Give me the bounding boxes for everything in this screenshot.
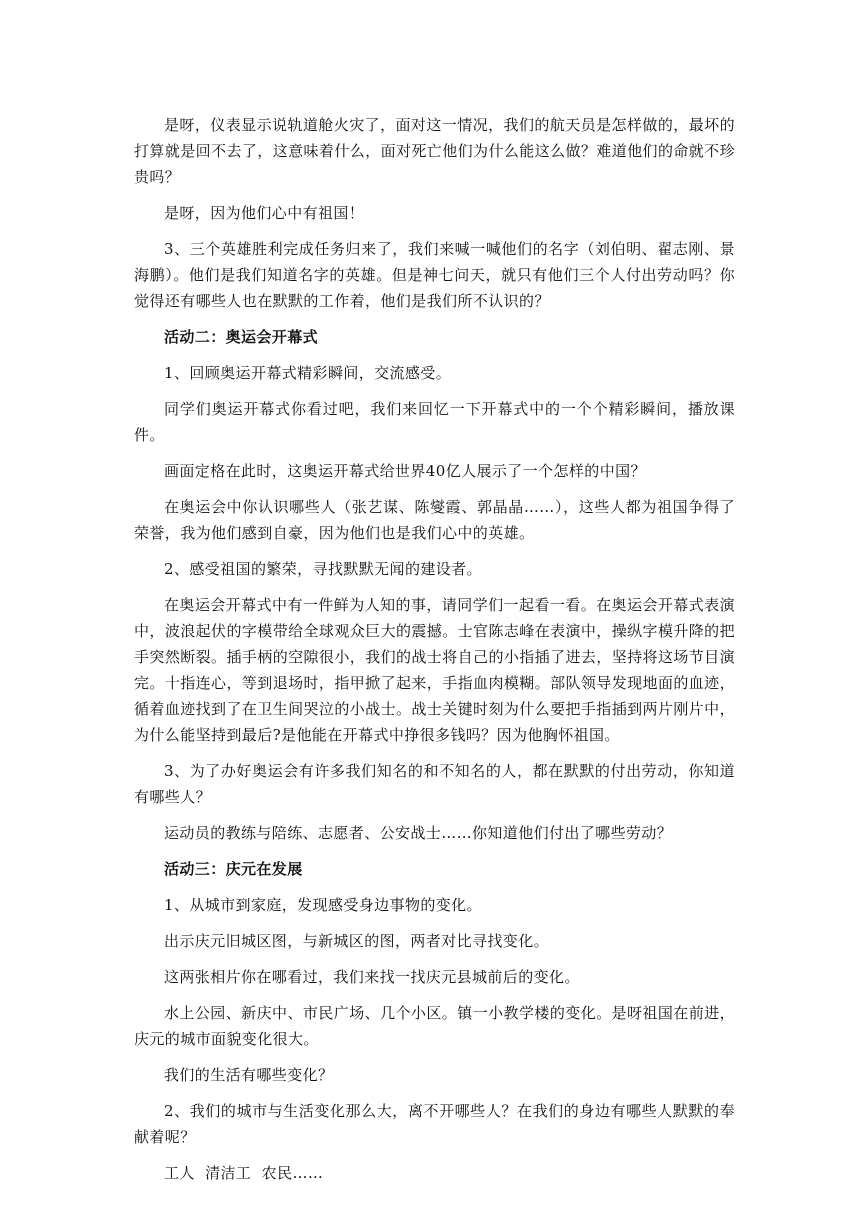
paragraph-three-heroes: 3、三个英雄胜利完成任务归来了，我们来喊一喊他们的名字（刘伯明、翟志刚、景海鹏）。他们是我们知道名字的英雄。但是神七问天，就只有他们三个人付出劳动吗？你觉得还有哪些人也在默默的工作着，他们是我们所不认识的？ [134, 240, 735, 310]
section-heading-qingyuan: 活动三：庆元在发展 [164, 860, 303, 878]
paragraph-soldier-story: 在奥运会开幕式中有一件鲜为人知的事，请同学们一起看一看。在奥运会开幕式表演中，波浪起伏的字模带给全球观众巨大的震撼。士官陈志峰在表演中，操纵字模升降的把手突然断裂。插手柄的空隙很小，我们的战士将自己的小指插了进去，坚持将这场节目演完。十指连心，等到退场时，指甲掀了起来，手指血肉模糊。部队领导发现地面的血迹，循着血迹找到了在卫生间哭泣的小战士。战士关键时刻为什么要把手指插到两片刚片中，为什么能坚持到最后?是他能在开幕式中挣很多钱吗？因为他胸怀祖国。 [134, 596, 735, 744]
paragraph-olympic-people: 在奥运会中你认识哪些人（张艺谋、陈燮霞、郭晶晶……），这些人都为祖国争得了荣誉，我为他们感到自豪，因为他们也是我们心中的英雄。 [134, 498, 735, 542]
paragraph-workers-list: 工人 清洁工 农民…… [164, 1164, 324, 1182]
paragraph-unknown-contributors: 3、为了办好奥运会有许多我们知名的和不知名的人，都在默默的付出劳动，你知道有哪些人？ [134, 762, 735, 806]
paragraph-who-contributes: 2、我们的城市与生活变化那么大，离不开哪些人？在我们的身边有哪些人默默的奉献着呢？ [134, 1102, 735, 1146]
paragraph-photos: 这两张相片你在哪看过，我们来找一找庆元县城前后的变化。 [164, 968, 580, 986]
paragraph-what-china: 画面定格在此时，这奥运开幕式给世界40亿人展示了一个怎样的中国？ [164, 462, 646, 480]
paragraph-motherland-in-heart: 是呀，因为他们心中有祖国！ [164, 204, 365, 222]
paragraph-recall-moments: 同学们奥运开幕式你看过吧，我们来回忆一下开幕式中的一个个精彩瞬间，播放课件。 [134, 400, 735, 444]
paragraph-coaches-volunteers: 运动员的教练与陪练、志愿者、公安战士……你知道他们付出了哪些劳动？ [164, 824, 673, 842]
paragraph-city-changes: 水上公园、新庆中、市民广场、几个小区。镇一小教学楼的变化。是呀祖国在前进，庆元的城市面貌变化很大。 [134, 1004, 735, 1048]
paragraph-old-new-map: 出示庆元旧城区图，与新城区的图，两者对比寻找变化。 [164, 932, 550, 950]
paragraph-review-olympics: 1、回顾奥运开幕式精彩瞬间，交流感受。 [164, 364, 452, 382]
paragraph-feel-prosperity: 2、感受祖国的繁荣，寻找默默无闻的建设者。 [164, 560, 482, 578]
paragraph-life-changes: 我们的生活有哪些变化？ [164, 1066, 334, 1084]
section-heading-olympics: 活动二：奥运会开幕式 [164, 328, 319, 346]
paragraph-city-to-home: 1、从城市到家庭，发现感受身边事物的变化。 [164, 896, 482, 914]
paragraph-astronaut-danger: 是呀，仪表显示说轨道舱火灾了，面对这一情况，我们的航天员是怎样做的，最坏的打算就是回不去了，这意味着什么，面对死亡他们为什么能这么做？难道他们的命就不珍贵吗？ [134, 116, 735, 186]
